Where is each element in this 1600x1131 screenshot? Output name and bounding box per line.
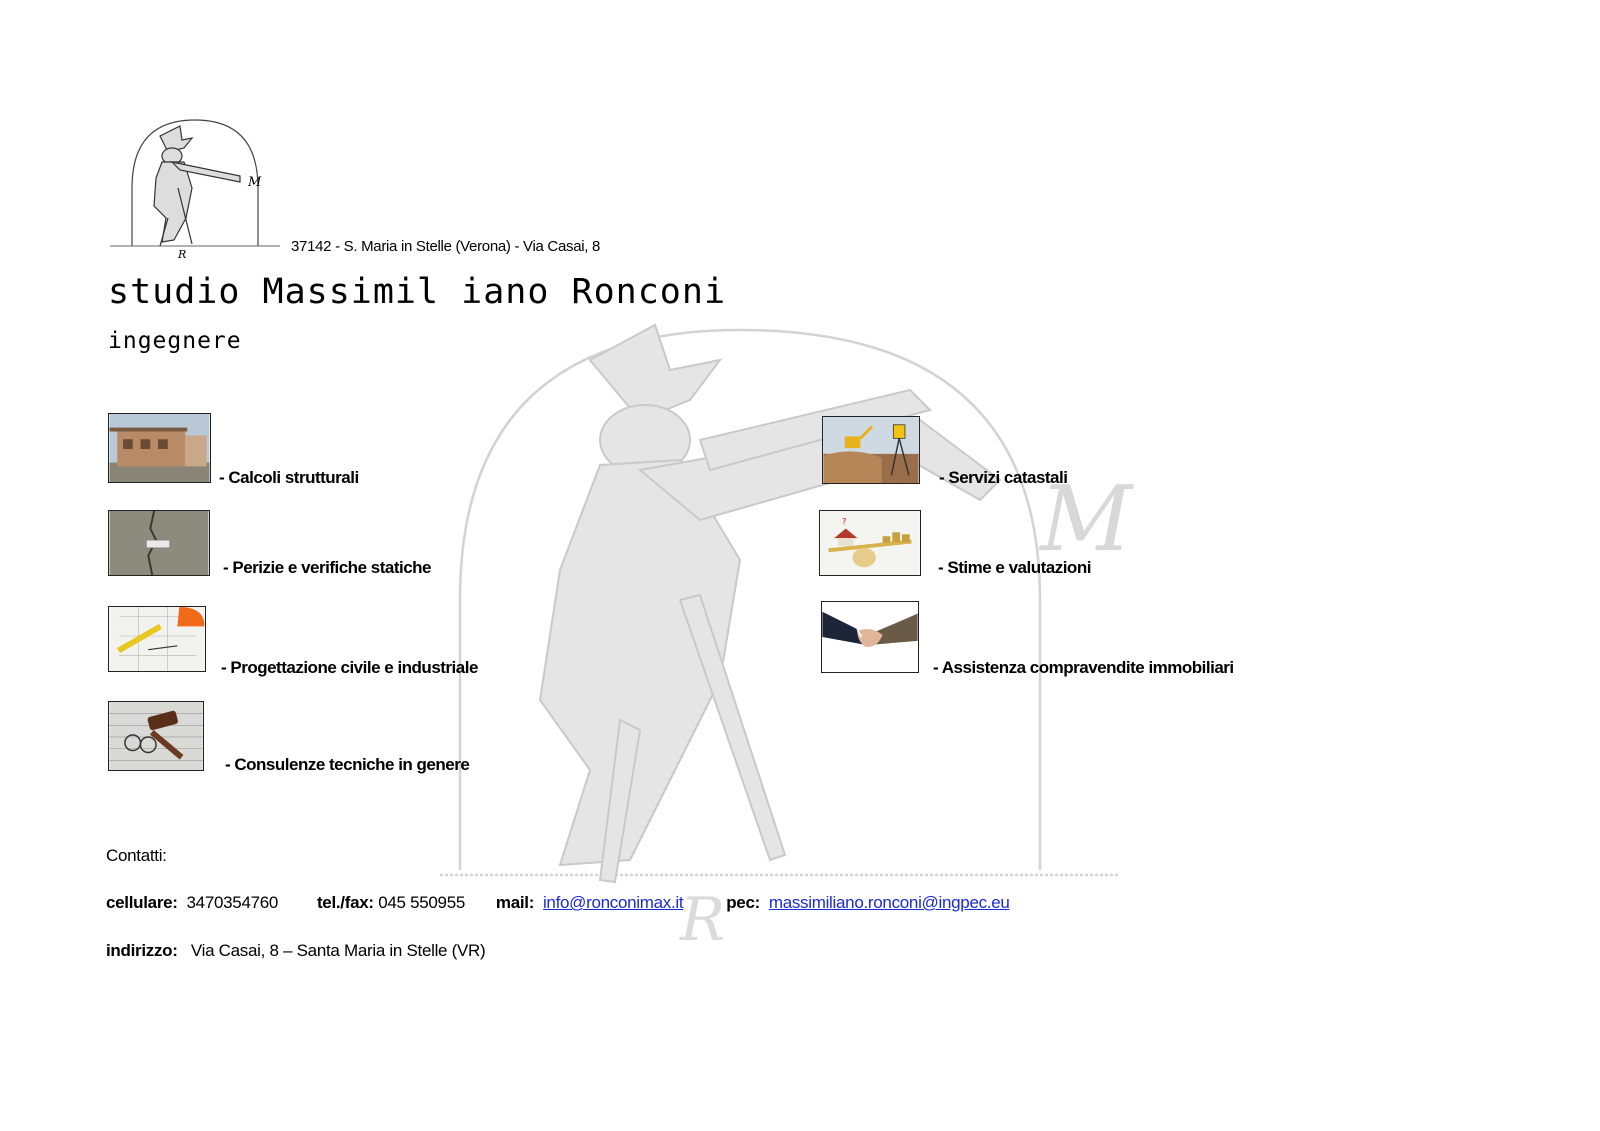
blueprint-photo-icon (108, 606, 206, 672)
page-subtitle: ingegnere (108, 328, 242, 354)
address-label: indirizzo: (106, 941, 178, 960)
service-calcoli-strutturali: - Calcoli strutturali (219, 468, 359, 487)
watermark-letter-m: M (1040, 467, 1133, 572)
contacts-line (106, 893, 1010, 913)
phone-label: tel./fax: (316, 893, 374, 912)
handshake-photo-icon (821, 601, 919, 673)
scale-question-mark: ? (841, 517, 847, 528)
service-compravendite: - Assistenza compravendite immobiliari (933, 658, 1234, 677)
contacts-heading: Contatti: (106, 846, 167, 865)
mail-link[interactable]: info@ronconimax.it (542, 893, 684, 912)
mobile-value: 3470354760 (186, 893, 279, 912)
phone-value: 045 550955 (378, 893, 466, 912)
building-photo-icon (108, 413, 211, 483)
page-title: studio Massimil iano Ronconi (108, 272, 727, 312)
address-value: Via Casai, 8 – Santa Maria in Stelle (VR) (190, 941, 486, 960)
service-catastali: - Servizi catastali (939, 468, 1068, 487)
mobile-label: cellulare: (106, 893, 178, 912)
service-perizie: - Perizie e verifiche statiche (223, 558, 431, 577)
pec-label: pec: (726, 893, 760, 912)
service-consulenze: - Consulenze tecniche in genere (225, 755, 470, 774)
scale-photo-icon (819, 510, 921, 576)
watermark-letter-r: R (680, 885, 726, 955)
logo-letter-m: M (248, 175, 262, 190)
survey-photo-icon (822, 416, 920, 484)
studio-logo-icon (110, 118, 280, 260)
pec-link[interactable]: massimiliano.ronconi@ingpec.eu (768, 893, 1010, 912)
header-address: 37142 - S. Maria in Stelle (Verona) - Via Casai, 8 (291, 238, 601, 255)
logo-letter-r: R (178, 248, 187, 260)
gavel-photo-icon (108, 701, 204, 771)
crack-photo-icon (108, 510, 210, 576)
mail-label: mail: (495, 893, 535, 912)
service-stime: - Stime e valutazioni (938, 558, 1091, 577)
surveyor-watermark-icon (440, 300, 1160, 990)
service-progettazione: - Progettazione civile e industriale (221, 658, 478, 677)
address-line (106, 941, 485, 961)
